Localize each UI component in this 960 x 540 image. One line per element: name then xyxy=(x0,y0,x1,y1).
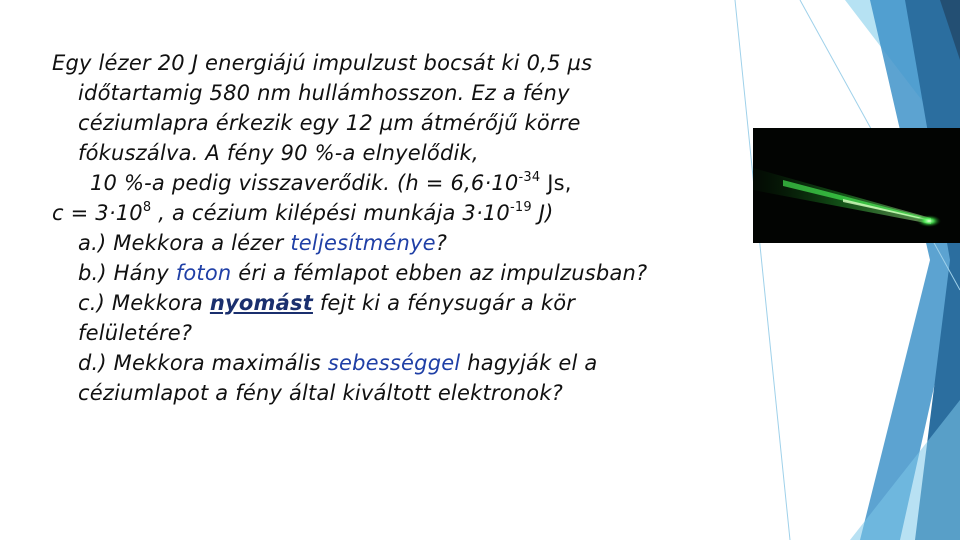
problem-line-6 xyxy=(52,198,772,228)
question-c-line-2: felületére? xyxy=(78,321,193,345)
problem-line-5-post: Js, xyxy=(540,171,572,195)
problem-line-6-mid: , a cézium kilépési munkája 3·10 xyxy=(151,201,510,225)
problem-line-2: időtartamig 580 nm hullámhosszon. Ez a fény xyxy=(78,81,570,105)
question-b xyxy=(52,258,772,288)
keyword-teljesitmenye: teljesítménye xyxy=(290,231,436,255)
question-d-text: d.) Mekkora maximális xyxy=(78,351,328,375)
laser-glow xyxy=(917,215,941,227)
problem-line-3: céziumlapra érkezik egy 12 µm átmérőjű körre xyxy=(78,111,581,135)
exponent-c: 8 xyxy=(142,200,152,215)
problem-line-5 xyxy=(52,168,772,198)
keyword-sebesseggel: sebességgel xyxy=(327,351,461,375)
problem-line-5-pre: 10 %-a pedig visszaverődik. (h = 6,6·10 xyxy=(90,171,519,195)
exponent-h: -34 xyxy=(518,170,541,185)
question-a xyxy=(52,228,772,258)
question-b-text: b.) Hány xyxy=(78,261,176,285)
problem-line-6-pre: c = 3·10 xyxy=(52,201,143,225)
question-c-end: fejt ki a fénysugár a kör xyxy=(312,291,576,315)
keyword-nyomast: nyomást xyxy=(209,291,313,315)
question-a-text: a.) Mekkora a lézer xyxy=(78,231,291,255)
question-d-line-2: céziumlapot a fény által kiváltott elektronok? xyxy=(78,381,564,405)
keyword-foton: foton xyxy=(175,261,232,285)
exponent-work: -19 xyxy=(509,200,532,215)
question-d-end: hagyják el a xyxy=(460,351,598,375)
problem-line-6-post: J) xyxy=(531,201,554,225)
question-a-end: ? xyxy=(435,231,448,255)
question-b-end: éri a fémlapot ebben az impulzusban? xyxy=(231,261,648,285)
laser-photo xyxy=(753,128,960,243)
question-d xyxy=(52,348,772,378)
problem-line-4: fókuszálva. A fény 90 %-a elnyelődik, xyxy=(78,141,479,165)
question-c xyxy=(52,288,772,318)
question-c-text: c.) Mekkora xyxy=(78,291,210,315)
problem-line-1: Egy lézer 20 J energiájú impulzust bocsát ki 0,5 µs xyxy=(52,51,593,75)
problem-text xyxy=(52,48,772,408)
